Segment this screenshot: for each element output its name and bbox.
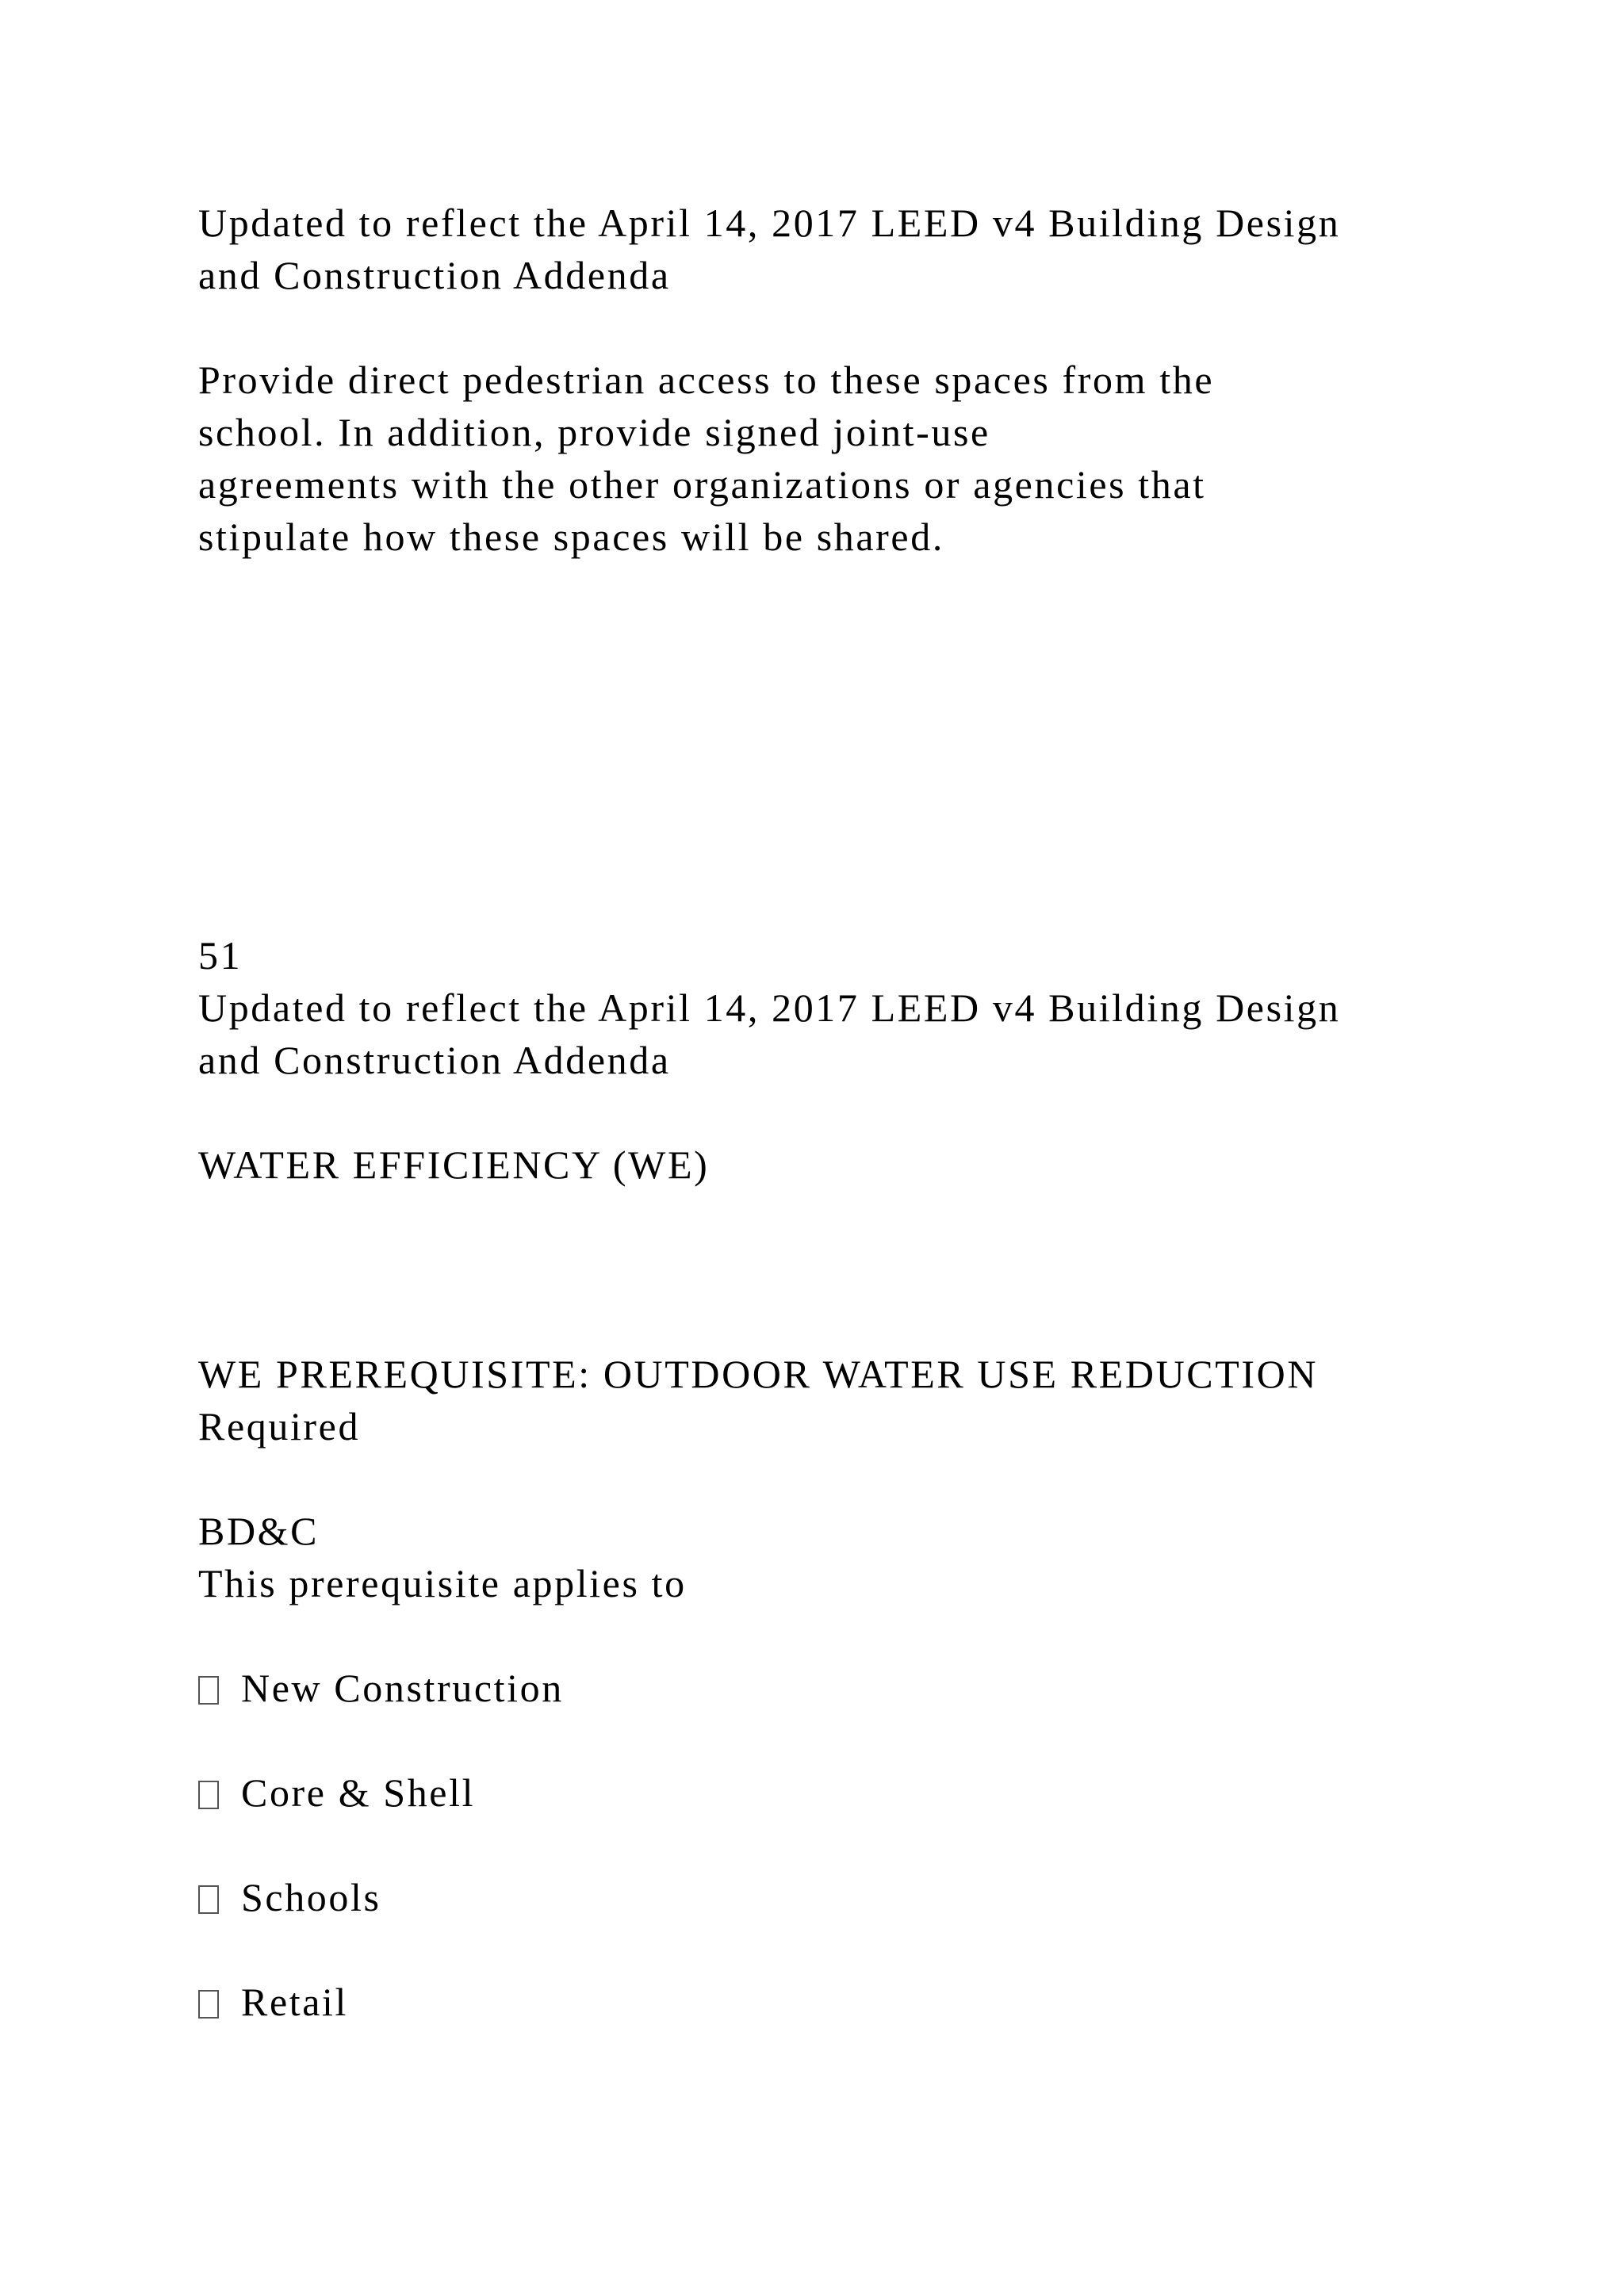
checkbox-icon xyxy=(198,1990,219,2019)
option-schools xyxy=(198,1871,381,1923)
paragraph-line-3: agreements with the other organizations or agencies that xyxy=(198,462,1206,507)
header-line-1: Updated to reflect the April 14, 2017 LEED v4 Building Design xyxy=(198,985,1341,1030)
checkbox-icon xyxy=(198,1781,219,1809)
header-line-2: and Construction Addenda xyxy=(198,1038,671,1082)
option-label: New Construction xyxy=(241,1666,564,1710)
paragraph-line-4: stipulate how these spaces will be shared. xyxy=(198,515,944,559)
applies-to-label: This prerequisite applies to xyxy=(198,1561,687,1605)
page-number: 51 xyxy=(198,933,243,978)
option-label: Schools xyxy=(241,1875,381,1919)
option-core-shell xyxy=(198,1766,475,1819)
checkbox-icon xyxy=(198,1885,219,1914)
required-label: Required xyxy=(198,1404,361,1448)
header-line-1: Updated to reflect the April 14, 2017 LEED v4 Building Design xyxy=(198,201,1341,245)
option-label: Core & Shell xyxy=(241,1770,476,1815)
header-line-2: and Construction Addenda xyxy=(198,253,671,297)
paragraph-line-2: school. In addition, provide signed joint-use xyxy=(198,410,990,454)
option-label: Retail xyxy=(241,1980,349,2024)
option-new-construction xyxy=(198,1662,564,1714)
section-title: WATER EFFICIENCY (WE) xyxy=(198,1142,710,1187)
paragraph-line-1: Provide direct pedestrian access to these spaces from the xyxy=(198,358,1215,402)
rating-system-label: BD&C xyxy=(198,1509,320,1553)
checkbox-icon xyxy=(198,1676,219,1705)
option-retail xyxy=(198,1976,348,2028)
prerequisite-title: WE PREREQUISITE: OUTDOOR WATER USE REDUCTION xyxy=(198,1352,1319,1396)
